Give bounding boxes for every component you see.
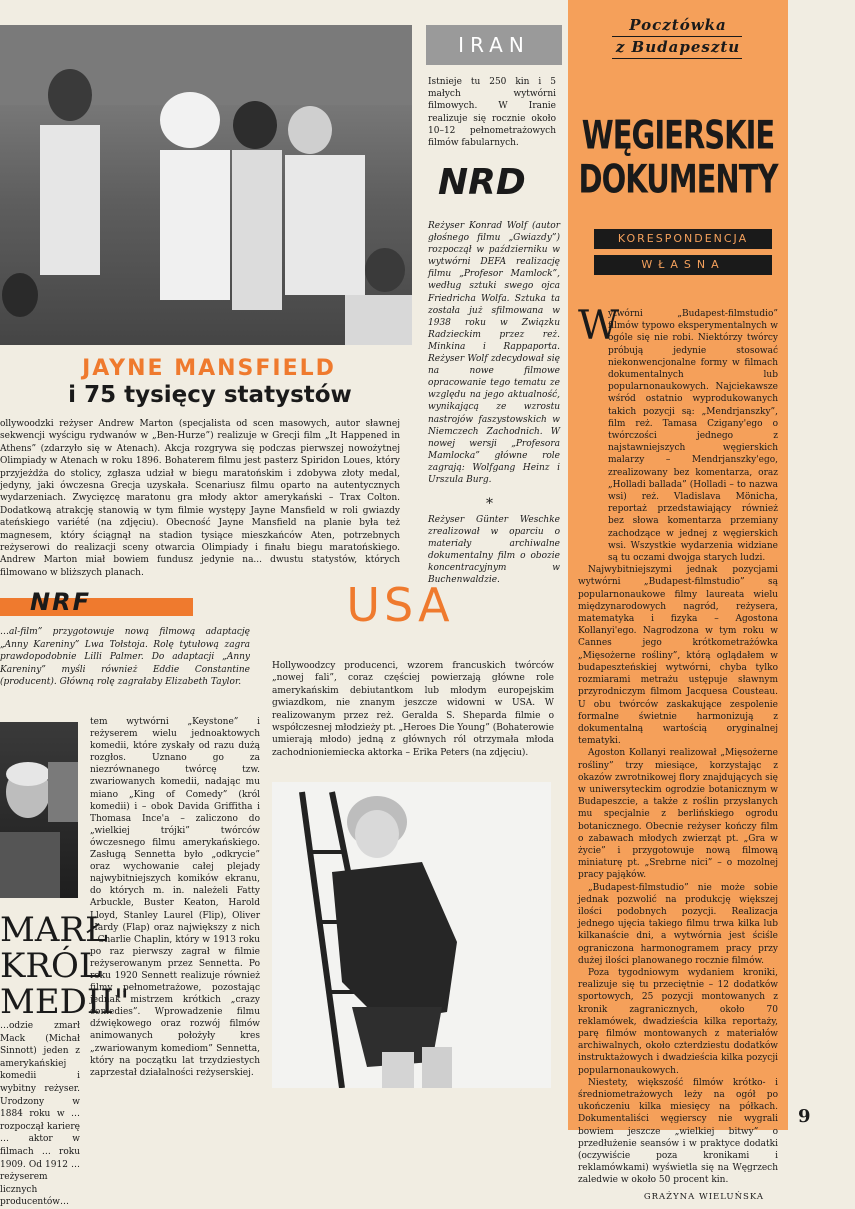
budapest-paragraph-2: Najwybitniejszymi jednak pozycjami wytwórni „Budapest-filmstudio” są popularnonaukowe filmy laureata wielu międzynarodowych nagród, reżysera, matematyka i fizyka – Agostona Kollanyi'ego. Nagrodzona w tym roku w Cannes jego krótkometrażówka „Mięsożerne rośliny”, którą oglądałem w budapeszteńskiej wytwórni, chyba tylko rozmiarami metrażu ustępuje sławnym przyrodniczym filmom Jacquesa Cousteau. U obu twórców zaskakujące zespolenie formalne świetnie harmonizują z dokumentalną wartością oryginalnej tematyki. — [578, 565, 778, 747]
budapest-article — [578, 303, 778, 1203]
budapest-kicker-rule-2 — [612, 58, 742, 59]
budapest-paragraph-4: „Budapest-filmstudio” nie może sobie jednak pozwolić na produkcję większej ilości podobnych pozycji. Realizacja jednego ujęcia takiego filmu trwa kilka lub kilkanaście dni, a wytwórnia jest ściśle ograniczona harmonogramem pracy przy dużej ilości planowanego rocznie filmów. — [578, 882, 778, 966]
iran-heading: IRAN — [458, 33, 530, 57]
budapest-signature: GRAŻYNA WIELUŃSKA — [643, 1191, 764, 1202]
nrf-bar — [0, 598, 193, 616]
budapest-title-1: WĘGIERSKIE — [581, 112, 775, 158]
sennett-headline — [0, 910, 130, 1022]
sennett-photo — [0, 722, 78, 898]
nrd-heading: NRD — [438, 162, 526, 203]
budapest-paragraph-1: ytwórni „Budapest-filmstudio” filmów typowo eksperymentalnych w ogóle się nie robi. Niektórzy twórcy próbują jedynie stosować niekonwencjonalne formy w filmach dokumentalnych lub popularnonaukowych. Najciekawsze wśród ostatnio wyprodukowanych takich pozycji są: „Mendrjanszky”, film reż. Tamasa Czigany'ego o twórczości jednego z najstawniejszych węgierskich malarzy – Mendrjanszky'ego, zrealizowany bez komentarza, oraz „Holladi ballada” (Holladi – to nazwa wsi) reż. Vladislava Mönicha, reportaż przedstawiający również bez słowa komentarza przemiany zachodzące w jednej z węgierskich wsi. Wszystkie wydarzenia widziane są tu oczami dwojga starych ludzi. — [608, 309, 778, 564]
budapest-paragraph-3: Agoston Kollanyi realizował „Mięsożerne rośliny” trzy miesiące, korzystając z okazów zwrotnikowej flory znajdujących się w uniwersyteckim ogrodzie botanicznym w Budapeszcie, a także z roślin przysłanych mu specjalnie z berlińskiego ogrodu botanicznego. Obecnie reżyser kończy film o zabawach młodych zwierząt pt. „Gra w życie” i przygotowuje nową filmową miniaturę pt. „Srebrne nici” – o mozolnej pracy pająków. — [578, 748, 778, 881]
usa-body: Hollywoodzcy producenci, wzorem francuskich twórców „nowej fali”, coraz częściej powierzają główne role amerykańskim debiutantkom lub młodym europejskim gwiazdkom, nie znanym jeszcze widowni w USA. W realizowanym przez reż. Geralda S. Sheparda filmie o współczesnej młodzieży pt. „Heroes Die Young” (Bohaterowie umierają młodo) jedną z głównych ról otrzymała młoda zachodnioniemiecka aktorka – Erika Peters (na zdjęciu). — [272, 661, 554, 758]
mansfield-article-body: ollywoodzki reżyser Andrew Marton (specjalista od scen masowych, autor sławnej sekwencji wyścigu rydwanów w „Ben-Hurze”) realizuje w Grecji film „It Happened in Athens” (zdarzyło się w Atenach). Akcja rozgrywa się podczas pierwszej nowożytnej Olimpiady w Atenach w roku 1896. Bohaterem filmu jest pasterz Spiridon Loues, który przyjeżdża do stolicy, zgłasza udział w biegu maratońskim i zdobywa złoty medal, jedyny, jaki ówczesna Grecja uzyskała. Scenariusz filmu oparto na autentycznych wydarzeniach. Zwycięzcę maratonu gra młody aktor amerykański – Trax Colton. Dodatkową atrakcję stanowią w tym filmie występy Jayne Mansfield w roli gwiazdy ateńskiego variété (na zdjęciu). Obecność Jayne Mansfield na planie była też magnesem, który ściągnął na stadion tysiące mieszkańców Aten, potrzebnych reżyserowi do realizacji sceny otwarcia Olimpiady i finału biegu maratońskiego. Andrew Marton miał bowiem fundusz jedynie na... dwustu statystów, których filmowano w bliższych planach. — [0, 419, 400, 578]
usa-heading: USA — [346, 578, 454, 632]
budapest-kicker-rule-1 — [612, 36, 742, 37]
budapest-paragraph-5: Poza tygodniowym wydaniem kroniki, realizuje się tu przeciętnie – 12 dodatków sportowych, 25 pozycji montowanych z kronik zagranicznych, około 70 reklamówek, dwadzieścia kilka reportaży, parę filmów montowanych z materiałów archiwalnych, około czterdziestu dodatków instruktażowych i dwadzieścia kilka pozycji popularnonaukowych. — [578, 967, 778, 1076]
sennett-headline-line-3: MEDII" — [0, 982, 130, 1022]
budapest-paragraph-6: Niestety, większość filmów krótko- i średniometrażowych leży na ogół po ukończeniu kilka miesięcy na półkach. Dokumentaliści węgierscy nie wygrali bowiem jeszcze „wielkiej bitwy” o przedłużenie seansów i w praktyce dodatki (oczywiście poza kronikami i reklamówkami) wyświetla się na Węgrzech zaledwie w około 50 procent kin. — [578, 1077, 778, 1186]
iran-heading-box — [426, 25, 562, 65]
mansfield-headline-1: JAYNE MANSFIELD — [82, 356, 336, 381]
budapest-dropcap: W — [578, 303, 620, 349]
budapest-tag-1: KORESPONDENCJA — [594, 229, 772, 249]
sennett-headline-line-2: KRÓL — [0, 946, 102, 986]
nrd-body-2: Reżyser Günter Weschke zrealizował w oparciu o materiały archiwalne dokumentalny film o obozie koncentracyjnym w Buchenwaldzie. — [428, 515, 560, 586]
sennett-left-body: …odzie zmarł Mack (Michał Sinnott) jeden z amerykańskiej komedii i wybitny reżyser. Urodzony w 1884 roku w … rozpoczął karierę … aktor w filmach … roku 1909. Od 1912 … reżyserem licznych producentów… — [0, 1021, 80, 1208]
sennett-right-body: tem wytwórni „Keystone” i reżyserem wielu jednoaktowych komedii, które zyskały od razu dużą rozgłos. Uznano go za niezrównanego twórcę tzw. zwariowanych komedii, nadając mu miano „King of Comedy” (król komedii) i – obok Davida Griffitha i Thomasa Ince'a – zaliczono do „wielkiej trójki” twórców ówczesnego filmu amerykańskiego. Zasługą Sennetta było „odkrycie” oraz wychowanie całej plejady najwybitniejszych komików ekranu, do których m. in. należeli Fatty Arbuckle, Buster Keaton, Harold Lloyd, Stanley Laurel (Flip), Oliver Hardy (Flap) oraz największy z nich – Charlie Chaplin, który w 1913 roku po raz pierwszy zagrał w filmie reżyserowanym przez Sennetta. Po roku 1920 Sennett realizuje również filmy pełnometrażowe, pozostając jednak mistrzem krótkich „crazy comedies”. Wprowadzenie filmu dźwiękowego oraz rozwój filmów animowanych położyły kres „zwariowanym komediom” Sennetta, który na początku lat trzydziestych zaprzestał działalności reżyserskiej. — [90, 717, 260, 1078]
nrd-asterisk: * — [486, 496, 493, 512]
mansfield-photo — [0, 25, 412, 345]
mansfield-headline-2: i 75 tysięcy statystów — [68, 382, 352, 408]
iran-body: Istnieje tu 250 kin i 5 małych wytwórni filmowych. W Iranie realizuje się rocznie około 10–12 pełnometrażowych filmów fabularnych. — [428, 77, 556, 149]
budapest-kicker-1: Pocztówka — [629, 16, 727, 34]
page-number: 9 — [798, 1106, 811, 1127]
budapest-title-2: DOKUMENTY — [578, 156, 778, 202]
nrd-body: Reżyser Konrad Wolf (autor głośnego filmu „Gwiazdy”) rozpoczął w październiku w wytwórni DEFA realizację filmu „Profesor Mamlock”, według sztuki swego ojca Friedricha Wolfa. Sztuka ta została już sfilmowana w 1938 roku w Związku Radzieckim przez reż. Minkina i Rappaporta. Reżyser Wolf zdecydował się na nowe filmowe opracowanie tego tematu ze względu na jego aktualność, wynikającą ze wzrostu nastrojów faszystowskich w Niemczech Zachodnich. W nowej wersji „Profesora Mamlocka” główne role zagrają: Wolfgang Heinz i Urszula Burg. — [428, 221, 560, 485]
erika-peters-photo — [272, 782, 551, 1088]
nrf-body: …al-film” przygotowuje nową filmową adaptację „Anny Kareniny” Lwa Tołstoja. Rolę tytułową zagra prawdopodobnie Lilli Palmer. Do adaptacji „Anny Kareniny” myśli również Eddie Constantine (producent). Główną rolę zagrałaby Elizabeth Taylor. — [0, 627, 250, 688]
budapest-tag-2: WŁASNA — [594, 255, 772, 275]
sennett-headline-line-1: MARŁ — [0, 910, 108, 950]
budapest-kicker-2: z Budapesztu — [615, 38, 741, 56]
nrf-heading: NRF — [30, 588, 91, 616]
